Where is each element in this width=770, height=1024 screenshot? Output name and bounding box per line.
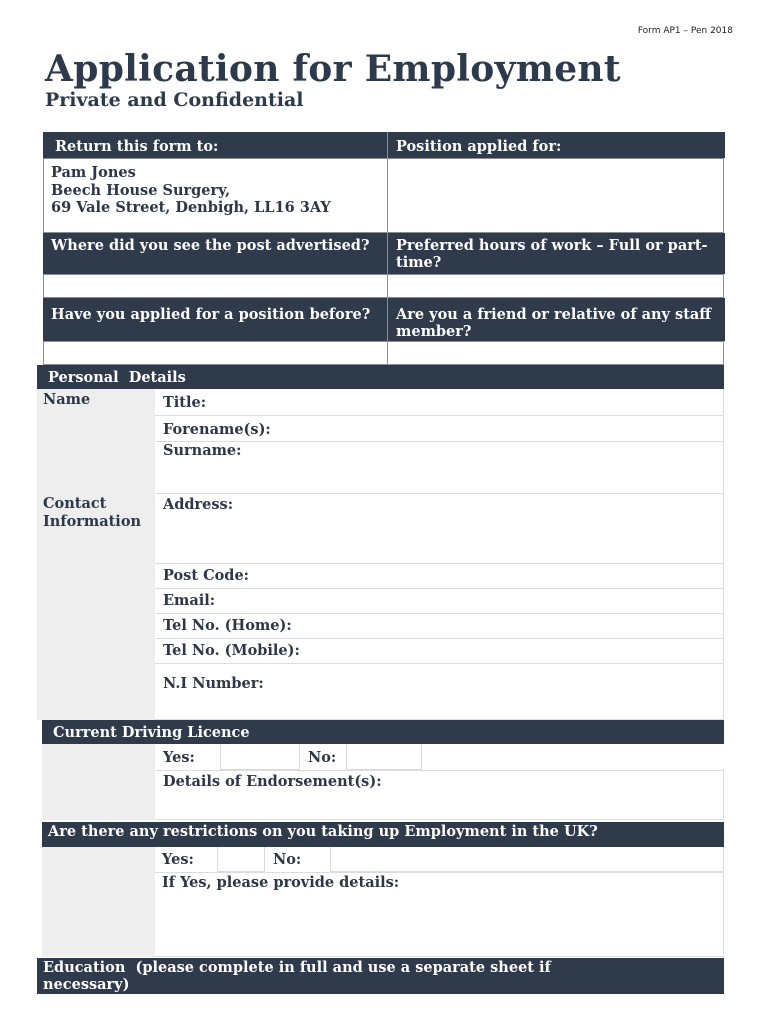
endorsement-field[interactable]: Details of Endorsement(s): <box>155 770 724 820</box>
applied-before-label: Have you applied for a position before? <box>51 306 371 323</box>
driving-no-input[interactable] <box>346 744 422 770</box>
restrictions-no-input[interactable] <box>330 847 724 872</box>
address-field[interactable]: Address: <box>155 494 724 564</box>
contact-label-cell <box>37 494 155 720</box>
restrictions-header: Are there any restrictions on you taking up Employment in the UK? <box>42 822 724 847</box>
friend-relative-input[interactable] <box>387 341 724 365</box>
friend-relative-cell <box>387 298 723 341</box>
driving-label-cell <box>42 744 155 820</box>
personal-details-header: Personal Details <box>37 365 724 389</box>
ni-number-field[interactable]: N.I Number: <box>155 664 724 720</box>
page-title: Application for Employment <box>45 48 621 90</box>
address-line: Pam Jones <box>51 164 136 181</box>
driving-yes-input[interactable] <box>220 744 300 770</box>
driving-yes-label-cell <box>155 744 220 770</box>
table-edge <box>723 233 725 274</box>
driving-no-label: No: <box>308 749 337 766</box>
restrictions-no-label: No: <box>273 851 302 868</box>
title-field[interactable]: Title: <box>155 389 724 416</box>
preferred-hours-input[interactable] <box>387 274 724 298</box>
page-subtitle: Private and Confidential <box>45 89 304 111</box>
contact-label: Contact Information <box>43 495 142 530</box>
address-line: 69 Vale Street, Denbigh, LL16 3AY <box>51 199 331 216</box>
return-header: Return this form to: <box>55 138 219 155</box>
table-edge <box>723 298 725 341</box>
restrictions-yes-label: Yes: <box>162 851 194 868</box>
tel-home-field[interactable]: Tel No. (Home): <box>155 614 724 639</box>
applied-before-input[interactable] <box>43 341 388 365</box>
preferred-hours-label: Preferred hours of work – Full or part-time? <box>396 237 708 271</box>
return-header-cell <box>43 132 387 158</box>
postcode-field[interactable]: Post Code: <box>155 564 724 589</box>
name-label: Name <box>43 391 91 408</box>
position-header-cell <box>387 132 723 158</box>
table-edge <box>723 132 725 158</box>
restrictions-details-field[interactable]: If Yes, please provide details: <box>155 872 724 957</box>
restrictions-label-cell <box>42 847 155 957</box>
applied-before-cell <box>43 298 387 341</box>
restrictions-yes-label-cell <box>155 847 217 872</box>
driving-licence-header: Current Driving Licence <box>42 720 724 744</box>
return-address-cell <box>43 158 388 233</box>
driving-no-label-cell <box>300 744 346 770</box>
form-id: Form AP1 – Pen 2018 <box>637 26 733 36</box>
position-input[interactable] <box>387 158 724 233</box>
friend-relative-label: Are you a friend or relative of any staff member? <box>396 306 712 340</box>
email-field[interactable]: Email: <box>155 589 724 614</box>
preferred-hours-cell <box>387 233 723 274</box>
driving-yes-label: Yes: <box>163 749 195 766</box>
education-header: Education (please complete in full and use a separate sheet if necessary) <box>37 958 724 994</box>
where-seen-label: Where did you see the post advertised? <box>51 237 370 254</box>
restrictions-yes-input[interactable] <box>217 847 265 872</box>
tel-mobile-field[interactable]: Tel No. (Mobile): <box>155 639 724 664</box>
surname-field[interactable]: Surname: <box>155 442 724 494</box>
restrictions-no-label-cell <box>265 847 330 872</box>
position-header: Position applied for: <box>396 138 562 155</box>
name-label-cell <box>37 389 155 494</box>
address-line: Beech House Surgery, <box>51 181 231 199</box>
forename-field[interactable]: Forename(s): <box>155 416 724 442</box>
where-seen-input[interactable] <box>43 274 388 298</box>
where-seen-cell <box>43 233 387 274</box>
